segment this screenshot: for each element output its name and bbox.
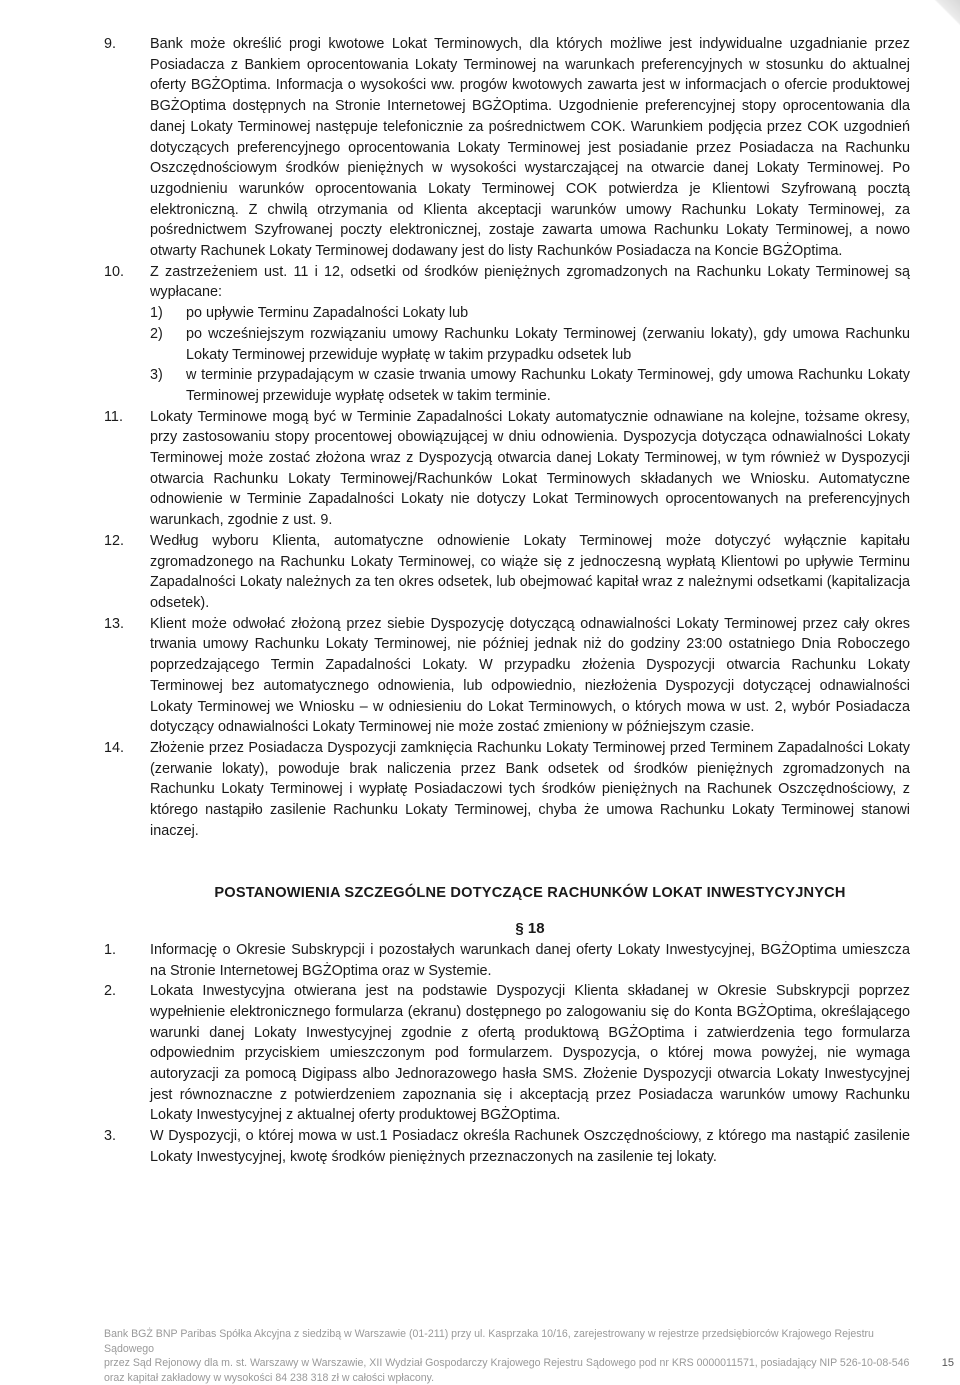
list-item-9 xyxy=(104,34,910,262)
item-number: 14. xyxy=(104,739,125,756)
item-number: 1. xyxy=(104,941,117,958)
item-text: Klient może odwołać złożoną przez siebie Dyspozycję dotyczącą odnawialności Lokaty Terminowej przez cały okres trwania umowy Rachunku Lokaty Terminowej, nie później jednak niż do godziny 23:00 ostatniego Dnia Roboczego poprzedzającego Termin Zapadalności Lokaty. W przypadku złożenia Dyspozycji otwarcia Rachunku Lokaty Terminowej bez automatycznego odnowienia, lub odpowiednio, niezłożenia Dyspozycji dotyczącej odnawialności Lokaty Terminowej we Wniosku – w odniesieniu do Lokat Terminowych, o których mowa w ust. 2, wybór Posiadacza dotyczący odnawialności Lokaty Terminowej nie może zostać zmieniony w późniejszym czasie. xyxy=(150,615,910,736)
list-item-18-2 xyxy=(104,981,910,1126)
item-text: Według wyboru Klienta, automatyczne odnowienie Lokaty Terminowej może dotyczyć wyłącznie kapitału zgromadzonego na Rachunku Lokaty Terminowej, co wiąże się z jednoczesną wypłatą Klientowi po upływie Terminu Zapadalności Lokaty należnych za ten okres odsetek, lub obejmować kapitał wraz z należnymi odsetkami (kapitalizacja odsetek). xyxy=(150,532,910,611)
list-item-12 xyxy=(104,531,910,614)
list-item-18-3 xyxy=(104,1126,910,1167)
item-number: 9. xyxy=(104,36,117,52)
list-item-11 xyxy=(104,407,910,531)
sub-item-3 xyxy=(150,365,910,406)
footer-line: oraz kapitał zakładowy w wysokości 84 238 318 zł w całości wpłacony. xyxy=(104,1371,435,1384)
page-footer xyxy=(104,1327,924,1385)
page-number: 15 xyxy=(941,1357,954,1369)
sub-item-text: w terminie przypadającym w czasie trwania umowy Rachunku Lokaty Terminowej, gdy umowa Rachunku Lokaty Terminowej przewiduje wypłatę odsetek w takim terminie. xyxy=(186,367,910,404)
item-number: 2. xyxy=(104,983,117,1000)
item-text: W Dyspozycji, o której mowa w ust.1 Posiadacz określa Rachunek Oszczędnościowy, z którego ma nastąpić zasilenie Lokaty Inwestycyjnej, kwotę środków pieniężnych przeznaczonych na zasilenie tej lokaty. xyxy=(150,1128,910,1165)
footer-line: Bank BGŻ BNP Paribas Spółka Akcyjna z siedzibą w Warszawie (01-211) przy ul. Kasprzaka 10/16, zarejestrowany w rejestrze przedsiębiorców Krajowego Rejestru Sądowego xyxy=(104,1328,874,1355)
sub-item-text: po upływie Terminu Zapadalności Lokaty lub xyxy=(186,305,469,322)
item-body xyxy=(150,262,910,407)
paragraph-title: § 18 xyxy=(515,920,545,938)
sub-item-2 xyxy=(150,324,910,365)
list-item-18-1 xyxy=(104,940,910,981)
page-corner-decoration xyxy=(934,0,960,26)
sub-item-number: 1) xyxy=(150,305,163,322)
sub-item-1 xyxy=(150,303,910,324)
item-number: 12. xyxy=(104,532,125,549)
footer-line: przez Sąd Rejonowy dla m. st. Warszawy w Warszawie, XII Wydział Gospodarczy Krajowego Rejestru Sądowego pod nr KRS 0000011571, posiadający NIP 526-10-08-546 xyxy=(104,1357,910,1370)
item-number: 11. xyxy=(104,408,123,425)
item-number: 3. xyxy=(104,1128,117,1145)
item-text: Złożenie przez Posiadacza Dyspozycji zamknięcia Rachunku Lokaty Terminowej przed Terminem Zapadalności Lokaty (zerwanie lokaty), powoduje brak naliczenia przez Bank odsetek od środków pieniężnych zgromadzonych na Rachunku Lokaty Terminowej i wypłatę Posiadaczowi tych środków pieniężnych na Rachunek Oszczędnościowy, z którego nastąpiło zasilenie Rachunku Lokaty Terminowej, chyba że umowa Rachunku Lokaty Terminowej stanowi inaczej. xyxy=(150,739,910,839)
list-item-13 xyxy=(104,614,910,738)
item-number: 10. xyxy=(104,263,125,280)
item-text: Lokaty Terminowe mogą być w Terminie Zapadalności Lokaty automatycznie odnawiane na kolejne, tożsame okresy, przy zastosowaniu stopy procentowej obowiązującej w dniu odnowienia. Dyspozycja dotycząca odnawialności Lokaty Terminowej może zostać złożona wraz z Dyspozycją otwarcia danej Lokaty Terminowej, w tym również w Dyspozycji otwarcia Rachunku Lokaty Terminowej/Rachunków Lokat Terminowych składanych we Wniosku. Automatyczne odnowienie w Terminie Zapadalności Lokaty nie dotyczy Lokat Terminowych oprocentowanych na preferencyjnych warunkach, zgodnie z ust. 9. xyxy=(150,408,910,529)
list-item-14 xyxy=(104,738,910,842)
item-text: Lokata Inwestycyjna otwierana jest na podstawie Dyspozycji Klienta składanej w Okresie Subskrypcji poprzez wypełnienie elektronicznego formularza (ekranu) dostępnego po zalogowaniu się do Konta BGŻOptima, określającego warunki danej Lokaty Inwestycyjnej zgodnie z ofertą produktową BGŻOptima i zatwierdzenia tego formularza odpowiednim przyciskiem umieszczonym pod formularzem. Dyspozycja, o której mowa powyżej, nie wymaga autoryzacji za pomocą Digipass albo Jednorazowego hasła SMS. Złożenie Dyspozycji otwarcia Lokaty Inwestycyjnej jest równoznaczne z potwierdzeniem zapoznania się i akceptacją przez Posiadacza warunków umowy Rachunku Lokaty Inwestycyjnej z aktualnej oferty produktowej BGŻOptima. xyxy=(150,983,910,1124)
item-text: Bank może określić progi kwotowe Lokat Terminowych, dla których możliwe jest indywidualne uzgadnianie przez Posiadacza z Bankiem oprocentowania Lokaty Terminowej na warunkach preferencyjnych w stosunku do aktualnej oferty BGŻOptima. Informacja o wysokości ww. progów kwotowych zawarta jest w informacjach o ofercie produktowej BGŻOptima dostępnych na Stronie Internetowej BGŻOptima. Uzgodnienie preferencyjnej stopy oprocentowania dla danej Lokaty Terminowej następuje telefonicznie za pośrednictwem COK. Warunkiem podjęcia przez COK uzgodnień dotyczących preferencyjnego oprocentowania Lokaty Terminowej jest posiadanie przez Posiadacza na Rachunku Oszczędnościowym środków pieniężnych w wysokości wystarczającej na otwarcie danej Lokaty Terminowej. Po uzgodnieniu warunków oprocentowania Lokaty Terminowej COK potwierdza je Klientowi Szyfrowaną pocztą elektroniczną. Z chwilą otrzymania od Klienta akceptacji warunków umowy Rachunku Lokaty Terminowej, za pośrednictwem Szyfrowanej poczty elektronicznej, zostaje zawarta umowa Rachunku Lokaty Terminowej, a nowo otwarty Rachunek Lokaty Terminowej dodawany jest do listy Rachunków Posiadacza na Koncie BGŻOptima. xyxy=(150,36,910,260)
document-body xyxy=(104,34,910,1168)
item-text: Informację o Okresie Subskrypcji i pozostałych warunkach danej oferty Lokaty Inwestycyjnej, BGŻOptima umieszcza na Stronie Internetowej BGŻOptima oraz w Systemie. xyxy=(150,941,910,979)
item-text: Z zastrzeżeniem ust. 11 i 12, odsetki od środków pieniężnych zgromadzonych na Rachunku Lokaty Terminowej są wypłacane: xyxy=(150,263,910,301)
list-item-10 xyxy=(104,262,910,407)
sub-item-number: 3) xyxy=(150,367,163,384)
section-title: POSTANOWIENIA SZCZEGÓLNE DOTYCZĄCE RACHUNKÓW LOKAT INWESTYCYJNYCH xyxy=(214,885,846,902)
sub-item-text: po wcześniejszym rozwiązaniu umowy Rachunku Lokaty Terminowej (zerwaniu lokaty), gdy umowa Rachunku Lokaty Terminowej przewiduje wypłatę w takim przypadku odsetek lub xyxy=(186,325,910,363)
sub-item-number: 2) xyxy=(150,325,163,342)
item-number: 13. xyxy=(104,615,125,632)
